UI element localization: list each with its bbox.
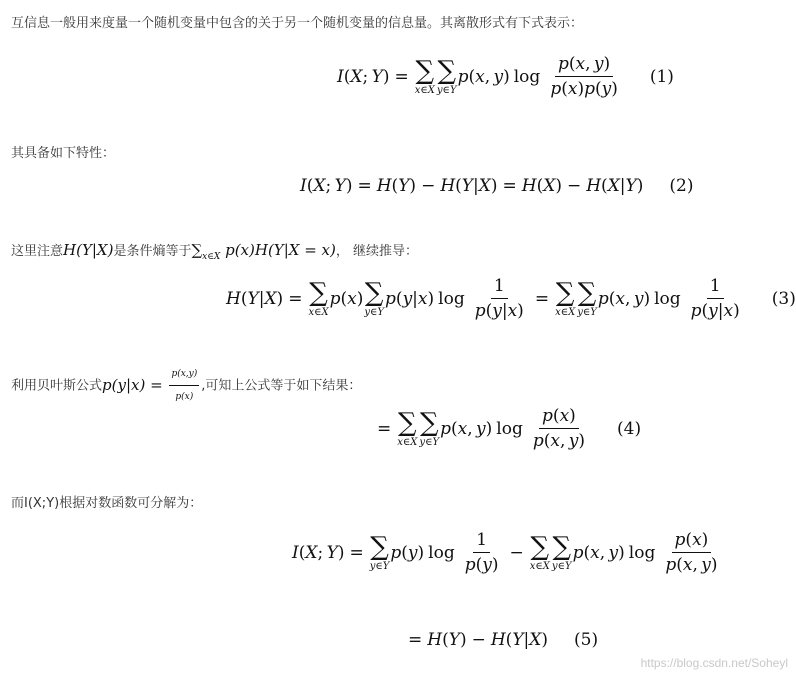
equation-1: I ( X ; Y ) = ∑ x∈X ∑ y∈Y p ( x , y ) log $\frac{p(x, y)}{p(x)p(y)}$ (1) [337, 54, 674, 99]
equation-1-tag: (1) [649, 66, 674, 87]
paragraph-3-suffix: ， 继续推导： [335, 244, 418, 259]
equation-3: H ( Y | X ) = ∑ x∈X p ( x ) ∑ y∈Y p ( y | x ) log $\frac{1}{p(y|x)}$ = ∑ x∈X ∑ y∈Y p ( x , y ) log $\frac{1}{p(y|x)}$ (3) [226, 276, 796, 321]
equation-2: I ( X ; Y ) = H ( Y ) − H ( Y | X ) = H ( X ) − H ( X | Y ) (2) [300, 176, 694, 196]
decomposition-paragraph: 而I(X;Y)根据对数函数可分解为： [11, 496, 203, 511]
paragraph-4-prefix: 利用贝叶斯公式 [11, 378, 103, 394]
equation-5-line-1: I ( X ; Y ) = ∑ y∈Y p ( y ) log $\frac{1}{p(y)}$ − ∑ x∈X ∑ y∈Y p ( x , y ) log $\frac{p(x)}{p(x, y)}$ [292, 530, 718, 575]
bayes-paragraph [11, 364, 361, 407]
inline-math-sum-px-hyx: $\sum_{x\in X}$ p(x)H(Y|X = x) [191, 241, 336, 262]
equation-5-line-2: = H ( Y ) − H ( Y | X ) (5) [408, 630, 599, 650]
paragraph-4-suffix: ,可知上公式等于如下结果： [201, 378, 362, 394]
paragraph-3-prefix: 这里注意 [11, 244, 64, 259]
equation-4-tag: (4) [617, 418, 642, 439]
intro-paragraph: 互信息一般用来度量一个随机变量中包含的关于另一个随机变量的信息量。其离散形式有下式表示： [11, 16, 584, 31]
equation-3-tag: (3) [771, 288, 796, 309]
property-paragraph: 其具备如下特性： [11, 146, 116, 161]
equation-2-tag: (2) [669, 176, 694, 196]
equation-4: = ∑ x∈X ∑ y∈Y p ( x , y ) log $\frac{p(x)}{p(x, y)}$ (4) [377, 406, 642, 451]
paragraph-3-middle: 是条件熵等于 [113, 244, 192, 259]
equation-5-tag: (5) [574, 630, 599, 650]
watermark: https://blog.csdn.net/Soheyl [640, 656, 788, 670]
conditional-entropy-paragraph [11, 240, 418, 267]
inline-math-bayes: p(y|x) = $\frac{p(x,y)}{p(x)}$ [102, 376, 201, 394]
inline-math-h-y-given-x: H(Y|X) [63, 241, 114, 259]
